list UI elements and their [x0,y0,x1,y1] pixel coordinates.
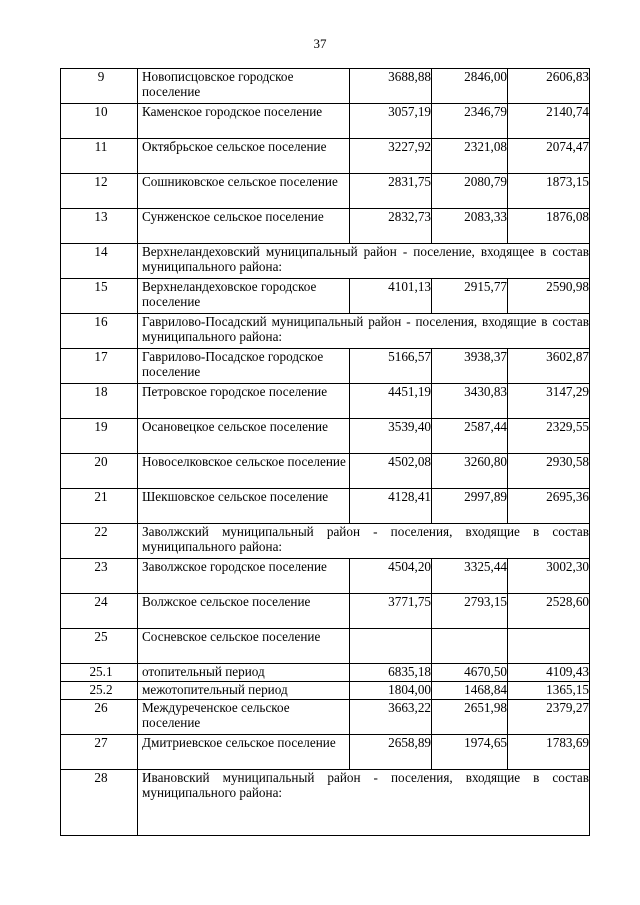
value-col-1: 4101,13 [350,279,432,314]
value-col-3: 2329,55 [508,419,590,454]
value-col-3: 4109,43 [508,664,590,682]
settlement-name: межотопительный период [138,682,350,700]
district-header-row [61,770,590,836]
table-row [61,735,590,770]
value-col-1: 2658,89 [350,735,432,770]
settlement-name: Новоселковское сельское поселение [138,454,350,489]
row-number: 26 [61,700,138,735]
settlement-name: Сунженское сельское поселение [138,209,350,244]
row-number: 23 [61,559,138,594]
settlement-name: Заволжское городское поселение [138,559,350,594]
district-header-text: Заволжский муниципальный район - поселения, входящие в состав муниципального района: [138,524,590,559]
table-row [61,139,590,174]
value-col-2: 2846,00 [432,69,508,104]
value-col-1: 4451,19 [350,384,432,419]
table-row [61,209,590,244]
value-col-2: 3938,37 [432,349,508,384]
value-col-3: 2074,47 [508,139,590,174]
settlement-name: Сосневское сельское поселение [138,629,350,664]
page-number: 37 [313,36,327,51]
value-col-1: 3688,88 [350,69,432,104]
value-col-2: 2997,89 [432,489,508,524]
settlement-name: Октябрьское сельское поселение [138,139,350,174]
row-number: 13 [61,209,138,244]
value-col-1: 2832,73 [350,209,432,244]
district-header-text: Верхнеландеховский муниципальный район - поселение, входящее в состав муниципального района: [138,244,590,279]
value-col-1: 3771,75 [350,594,432,629]
value-col-3: 2590,98 [508,279,590,314]
row-number: 11 [61,139,138,174]
value-col-2: 2321,08 [432,139,508,174]
settlement-name: Шекшовское сельское поселение [138,489,350,524]
value-col-2: 4670,50 [432,664,508,682]
district-header-row [61,314,590,349]
table-row [61,700,590,735]
district-header-text: Гаврилово-Посадский муниципальный район - поселения, входящие в состав муниципального района: [138,314,590,349]
value-col-1: 1804,00 [350,682,432,700]
value-col-3: 2606,83 [508,69,590,104]
value-col-1: 6835,18 [350,664,432,682]
value-col-3: 1783,69 [508,735,590,770]
table-row [61,104,590,139]
table-row [61,664,590,682]
settlement-name: Сошниковское сельское поселение [138,174,350,209]
row-number: 14 [61,244,138,279]
row-number: 28 [61,770,138,836]
settlement-name: Верхнеландеховское городское поселение [138,279,350,314]
value-col-1: 4128,41 [350,489,432,524]
value-col-1: 4504,20 [350,559,432,594]
value-col-3: 2379,27 [508,700,590,735]
value-col-3: 2140,74 [508,104,590,139]
value-col-2: 1974,65 [432,735,508,770]
value-col-3: 3002,30 [508,559,590,594]
value-col-1: 3227,92 [350,139,432,174]
value-col-2: 2083,33 [432,209,508,244]
value-col-2: 2915,77 [432,279,508,314]
tariff-table [60,68,590,836]
value-col-3: 2695,36 [508,489,590,524]
value-col-2: 2651,98 [432,700,508,735]
row-number: 19 [61,419,138,454]
table-row [61,454,590,489]
value-col-3: 1365,15 [508,682,590,700]
value-col-3: 1873,15 [508,174,590,209]
value-col-2: 3325,44 [432,559,508,594]
row-number: 9 [61,69,138,104]
row-number: 24 [61,594,138,629]
value-col-3: 1876,08 [508,209,590,244]
value-col-2: 2080,79 [432,174,508,209]
settlement-name: Каменское городское поселение [138,104,350,139]
table-row [61,174,590,209]
row-number: 21 [61,489,138,524]
settlement-name: Петровское городское поселение [138,384,350,419]
district-header-row [61,244,590,279]
value-col-1 [350,629,432,664]
row-number: 27 [61,735,138,770]
row-number: 17 [61,349,138,384]
row-number: 18 [61,384,138,419]
row-number: 15 [61,279,138,314]
row-number: 10 [61,104,138,139]
value-col-1: 5166,57 [350,349,432,384]
district-header-text: Ивановский муниципальный район - поселения, входящие в состав муниципального района: [138,770,590,836]
table-row [61,69,590,104]
value-col-1: 2831,75 [350,174,432,209]
value-col-2 [432,629,508,664]
value-col-2: 2346,79 [432,104,508,139]
table-row [61,349,590,384]
value-col-2: 1468,84 [432,682,508,700]
table-row [61,384,590,419]
value-col-1: 3663,22 [350,700,432,735]
table-row [61,594,590,629]
district-header-row [61,524,590,559]
settlement-name: отопительный период [138,664,350,682]
table-row [61,489,590,524]
settlement-name: Дмитриевское сельское поселение [138,735,350,770]
value-col-3 [508,629,590,664]
value-col-3: 3147,29 [508,384,590,419]
value-col-1: 4502,08 [350,454,432,489]
row-number: 25.1 [61,664,138,682]
row-number: 20 [61,454,138,489]
value-col-2: 2793,15 [432,594,508,629]
row-number: 16 [61,314,138,349]
table-row [61,682,590,700]
settlement-name: Междуреченское сельское поселение [138,700,350,735]
value-col-2: 2587,44 [432,419,508,454]
value-col-1: 3539,40 [350,419,432,454]
value-col-3: 2528,60 [508,594,590,629]
settlement-name: Волжское сельское поселение [138,594,350,629]
table-row [61,559,590,594]
value-col-3: 2930,58 [508,454,590,489]
row-number: 25 [61,629,138,664]
row-number: 22 [61,524,138,559]
settlement-name: Гаврилово-Посадское городское поселение [138,349,350,384]
settlement-name: Новописцовское городское поселение [138,69,350,104]
table-row [61,419,590,454]
value-col-1: 3057,19 [350,104,432,139]
value-col-3: 3602,87 [508,349,590,384]
settlement-name: Осановецкое сельское поселение [138,419,350,454]
value-col-2: 3260,80 [432,454,508,489]
table-row [61,629,590,664]
row-number: 12 [61,174,138,209]
table-row [61,279,590,314]
value-col-2: 3430,83 [432,384,508,419]
row-number: 25.2 [61,682,138,700]
